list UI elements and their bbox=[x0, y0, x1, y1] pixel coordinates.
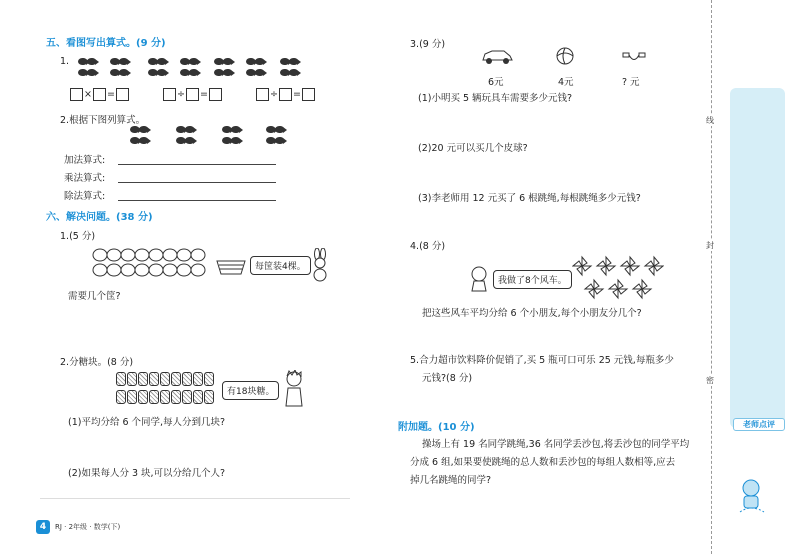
teacher-comment-panel bbox=[730, 88, 785, 428]
div-label: 除法算式: bbox=[64, 191, 106, 202]
price-car: 6元 bbox=[488, 77, 504, 88]
answer-box[interactable] bbox=[116, 88, 129, 101]
answer-box[interactable] bbox=[256, 88, 269, 101]
fish-group bbox=[246, 58, 274, 80]
price-rope: ? 元 bbox=[622, 77, 640, 88]
price-ball: 4元 bbox=[558, 77, 574, 88]
ball-icon bbox=[555, 46, 575, 66]
basket-icon bbox=[215, 258, 247, 276]
answer-box[interactable] bbox=[70, 88, 83, 101]
answer-box[interactable] bbox=[209, 88, 222, 101]
q4-text: 把这些风车平均分给 6 个小朋友,每个小朋友分几个? bbox=[422, 308, 642, 319]
bonus-line2: 分成 6 组,如果要使跳绳的总人数和丢沙包的每组人数相等,应去 bbox=[410, 457, 676, 468]
seal-char: 封 bbox=[706, 241, 714, 250]
pinwheels-icon bbox=[572, 254, 664, 302]
jump-rope-icon bbox=[622, 50, 646, 64]
page-number: 4 bbox=[36, 520, 50, 534]
footer-info: RJ · 2年级 · 数学(下) bbox=[55, 523, 121, 531]
binding-line bbox=[711, 0, 712, 554]
candy-group bbox=[116, 372, 226, 408]
cabbage-cluster-icon bbox=[92, 246, 212, 280]
q1-speech-bubble: 每筐装4棵。 bbox=[250, 256, 311, 275]
equals-sign: = bbox=[107, 89, 115, 100]
answer-box[interactable] bbox=[93, 88, 106, 101]
fish-group bbox=[280, 58, 308, 80]
fish-group bbox=[176, 126, 204, 148]
fish-group bbox=[130, 126, 158, 148]
bonus-title: 附加题。(10 分) bbox=[398, 422, 475, 433]
fish-group bbox=[180, 58, 208, 80]
section5-title: 五、看图写出算式。(9 分) bbox=[46, 38, 166, 49]
answer-box[interactable] bbox=[302, 88, 315, 101]
q3-sub1: (1)小明买 5 辆玩具车需要多少元钱? bbox=[418, 93, 573, 104]
equation-div1 bbox=[163, 88, 222, 101]
equals-sign: = bbox=[293, 89, 301, 100]
footer-divider bbox=[40, 498, 350, 499]
s6-q2-label: 2.分糖块。(8 分) bbox=[60, 357, 134, 368]
q3-label: 3.(9 分) bbox=[410, 39, 446, 50]
q3-sub2: (2)20 元可以买几个皮球? bbox=[418, 143, 528, 154]
q1-question: 需要几个筐? bbox=[68, 291, 121, 302]
s6-q1-label: 1.(5 分) bbox=[60, 231, 96, 242]
boy-icon bbox=[280, 370, 308, 408]
fish-group bbox=[110, 58, 138, 80]
q1-label: 1. bbox=[60, 56, 70, 67]
answer-box[interactable] bbox=[279, 88, 292, 101]
add-answer-line[interactable] bbox=[118, 164, 276, 165]
div-answer-line[interactable] bbox=[118, 200, 276, 201]
q4-speech-bubble: 我做了8个风车。 bbox=[493, 270, 572, 289]
fish-group bbox=[222, 126, 250, 148]
fish-group bbox=[78, 58, 106, 80]
q2-label: 2.根据下图列算式。 bbox=[60, 115, 146, 126]
divide-sign: ÷ bbox=[177, 89, 185, 100]
q2-speech-bubble: 有18块糖。 bbox=[222, 381, 279, 400]
section6-title: 六、解决问题。(38 分) bbox=[46, 212, 153, 223]
add-label: 加法算式: bbox=[64, 155, 106, 166]
q4-label: 4.(8 分) bbox=[410, 241, 446, 252]
child-icon bbox=[468, 266, 490, 292]
seal-char: 密 bbox=[706, 376, 714, 385]
q5-line2: 元钱?(8 分) bbox=[422, 373, 473, 384]
teacher-comment-label: 老师点评 bbox=[733, 418, 785, 431]
bonus-line3: 掉几名跳绳的同学? bbox=[410, 475, 492, 486]
mul-answer-line[interactable] bbox=[118, 182, 276, 183]
equation-div2 bbox=[256, 88, 315, 101]
equals-sign: = bbox=[200, 89, 208, 100]
q2-sub1: (1)平均分给 6 个同学,每人分到几块? bbox=[68, 417, 226, 428]
fish-group bbox=[214, 58, 242, 80]
toy-car-icon bbox=[480, 48, 514, 66]
answer-box[interactable] bbox=[163, 88, 176, 101]
fish-group bbox=[148, 58, 176, 80]
mul-label: 乘法算式: bbox=[64, 173, 106, 184]
q5-line1: 5.合力超市饮料降价促销了,买 5 瓶可口可乐 25 元钱,每瓶多少 bbox=[410, 355, 674, 366]
equation-mul bbox=[70, 88, 129, 101]
bonus-line1: 操场上有 19 名同学跳绳,36 名同学丢沙包,将丢沙包的同学平均 bbox=[422, 439, 690, 450]
rabbit-icon bbox=[308, 248, 332, 282]
mascot-icon bbox=[736, 478, 766, 514]
answer-box[interactable] bbox=[186, 88, 199, 101]
divide-sign: ÷ bbox=[270, 89, 278, 100]
times-sign: × bbox=[84, 89, 92, 100]
fish-group bbox=[266, 126, 294, 148]
q3-sub3: (3)李老师用 12 元买了 6 根跳绳,每根跳绳多少元钱? bbox=[418, 193, 641, 204]
seal-char: 线 bbox=[706, 116, 714, 125]
q2-sub2: (2)如果每人分 3 块,可以分给几个人? bbox=[68, 468, 226, 479]
